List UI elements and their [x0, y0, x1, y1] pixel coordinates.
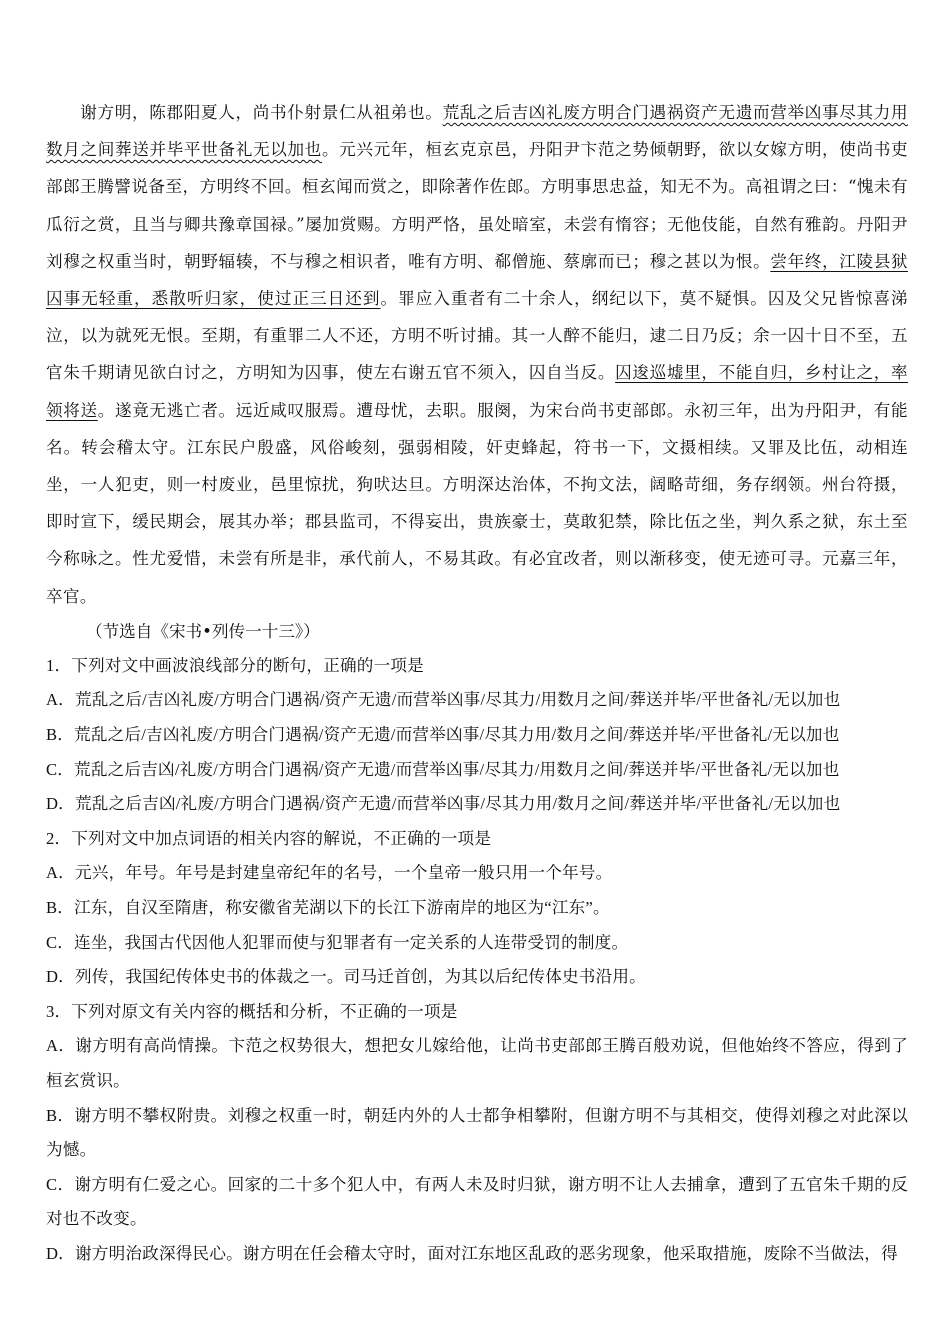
question-1-option-c: C．荒乱之后吉凶/礼废/方明合门遇祸/资产无遗/而营举凶事/尽其力/用数月之间/葬送并毕/平世备礼/无以加也 [46, 759, 840, 779]
question-3-option-d: D．谢方明治政深得民心。谢方明在任会稽太守时，面对江东地区乱政的恶劣现象，他采取措施，废除不当做法，得 [46, 1243, 898, 1263]
underlined-sentence-2: 囚逡巡墟里，不能自归，乡村让之，率领将送 [46, 363, 908, 420]
passage-intro: 谢方明，陈郡阳夏人，尚书仆射景仁从祖弟也。 [80, 103, 443, 122]
question-2-option-a: A．元兴，年号。年号是封建皇帝纪年的名号，一个皇帝一般只用一个年号。 [46, 863, 613, 883]
question-1-option-d: D．荒乱之后吉凶/礼废/方明合门遇祸/资产无遗/而营举凶事/尽其力用/数月之间/葬送并毕/平世备礼/无以加也 [46, 794, 841, 814]
passage-end: 。遂竟无逃亡者。远近咸叹服焉。遭母忧，去职。服阕，为宋台尚书吏部郎。永初三年，出为丹阳尹，有能名。转会稽太守。江东民户殷盛，风俗峻刻，强弱相陵，奸吏蜂起，符书一下，文摄相续。又罪及比伍，动相连坐，一人犯吏，则一村废业，邑里惊扰，狗吠达旦。方明深达治体，不拘文法，阔略苛细，务存纲领。州台符摄，即时宣下，缓民期会，展其办举；郡县监司，不得妄出，贵族豪士，莫敢犯禁，除比伍之坐，判久系之狱，东土至今称咏之。性尤爱惜，未尝有所是非，承代前人，不易其政。有必宜改者，则以渐移变，使无迹可寻。元嘉三年，卒官。 [46, 400, 908, 606]
passage-text [46, 94, 908, 615]
question-1-option-a: A．荒乱之后/吉凶礼废/方明合门遇祸/资产无遗/而营举凶事/尽其力/用数月之间/葬送并毕/平世备礼/无以加也 [46, 690, 841, 710]
question-3-option-c: C．谢方明有仁爱之心。回家的二十多个犯人中，有两人未及时归狱，谢方明不让人去捕拿，遭到了五官朱千期的反对也不改变。 [46, 1174, 908, 1229]
question-2-stem: 2．下列对文中加点词语的相关内容的解说，不正确的一项是 [46, 828, 492, 848]
passage-middle-1: 。元兴元年，桓玄克京邑，丹阳尹卞范之势倾朝野，欲以女嫁方明，使尚书吏部郎王腾譬说备至，方明终不回。桓玄闻而赏之，即除著作佐郎。方明事思忠益，知无不为。高祖谓之曰：“愧未有瓜衍之赏，且当与卿共豫章国禄。”屡加赏赐。方明严恪，虽处暗室，未尝有惰容；无他伎能，自然有雅韵。丹阳尹刘穆之权重当时，朝野辐辏，不与穆之相识者，唯有方明、郗僧施、蔡廓而已；穆之甚以为恨。 [46, 140, 908, 271]
question-2-option-d: D．列传，我国纪传体史书的体裁之一。司马迁首创，为其以后纪传体史书沿用。 [46, 967, 646, 987]
question-1-stem: 1．下列对文中画波浪线部分的断句，正确的一项是 [46, 655, 424, 675]
passage-source: （节选自《宋书•列传一十三》） [86, 621, 320, 641]
question-2-option-b: B．江东，自汉至隋唐，称安徽省芜湖以下的长江下游南岸的地区为“江东”。 [46, 898, 610, 917]
question-3-stem: 3．下列对原文有关内容的概括和分析，不正确的一项是 [46, 1001, 458, 1021]
underlined-sentence-1: 尝年终，江陵县狱囚事无轻重，悉散听归家，使过正三日还到 [46, 251, 908, 309]
exam-page [46, 94, 908, 1272]
question-2-option-c: C．连坐，我国古代因他人犯罪而使与犯罪者有一定关系的人连带受罚的制度。 [46, 932, 629, 952]
passage-middle-2: 。罪应入重者有二十余人，纲纪以下，莫不疑惧。囚及父兄皆惊喜涕泣，以为就死无恨。至期，有重罪二人不还，方明不听讨捕。其一人醉不能归，逮二日乃反；余一囚十日不至，五官朱千期请见欲白讨之，方明知为囚事，使左右谢五官不须入，囚自当反。 [46, 289, 908, 383]
wavy-underlined-sentence: 荒乱之后吉凶礼废方明合门遇祸资产无遗而营举凶事尽其力用数月之间葬送并毕平世备礼无以加也 [46, 103, 908, 160]
question-3-option-a: A．谢方明有高尚情操。卞范之权势很大，想把女儿嫁给他，让尚书吏部郎王腾百般劝说，但他始终不答应，得到了桓玄赏识。 [46, 1036, 908, 1090]
question-3-option-b: B．谢方明不攀权附贵。刘穆之权重一时，朝廷内外的人士都争相攀附，但谢方明不与其相交，使得刘穆之对此深以为憾。 [46, 1105, 908, 1160]
question-1-option-b: B．荒乱之后/吉凶礼废/方明合门遇祸/资产无遗/而营举凶事/尽其力用/数月之间/葬送并毕/平世备礼/无以加也 [46, 725, 840, 745]
